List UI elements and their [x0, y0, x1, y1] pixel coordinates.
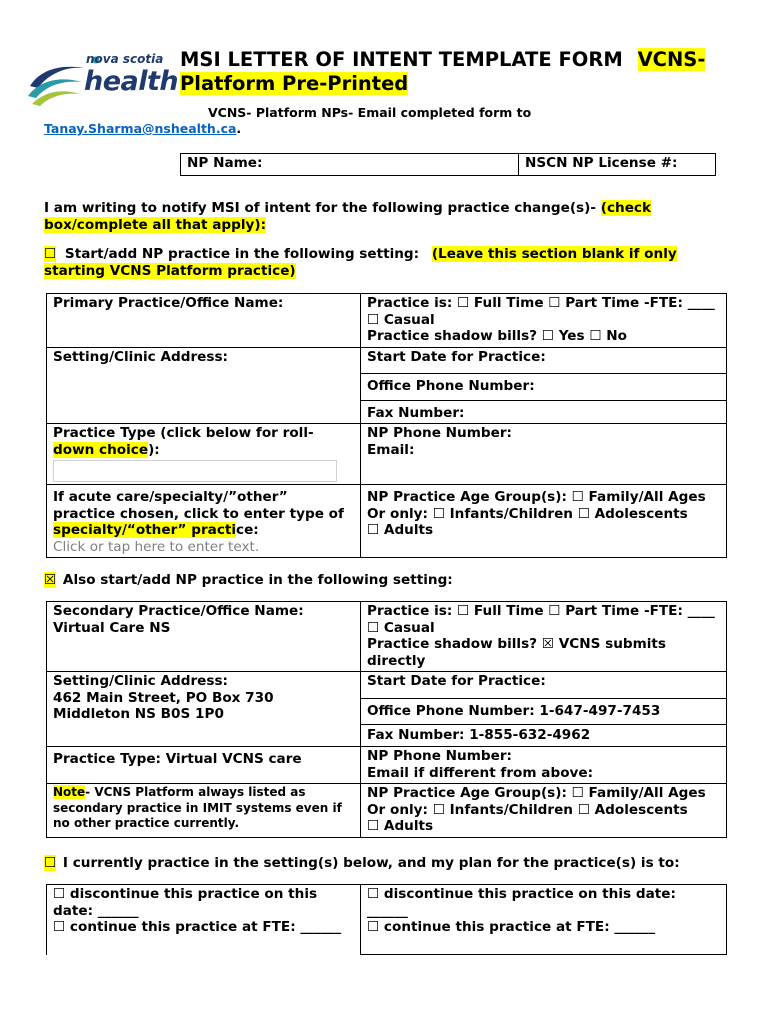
section2-text: Also start/add NP practice in the following setting:	[62, 572, 453, 588]
secondary-adults[interactable]: ☐ Adults	[367, 818, 434, 834]
primary-email-label: Email:	[367, 441, 415, 458]
secondary-office-phone-cell	[361, 699, 727, 725]
np-license-label: NSCN NP License #:	[525, 155, 678, 171]
section1-heading	[44, 246, 724, 280]
right-continue-option[interactable]: ☐ continue this practice at FTE: ______	[367, 919, 656, 935]
title-highlight-1: VCNS-	[637, 48, 706, 71]
secondary-note-cell	[47, 784, 361, 838]
email-after: .	[236, 121, 242, 136]
left-continue-option[interactable]: ☐ continue this practice at FTE: ______	[53, 919, 342, 935]
np-name-label: NP Name:	[187, 155, 263, 171]
primary-age-group-cell	[361, 485, 727, 558]
current-practice-left-cell	[47, 885, 361, 955]
nova-scotia-health-logo	[26, 52, 179, 108]
secondary-name-label: Secondary Practice/Office Name:	[53, 603, 304, 619]
section3-text: I currently practice in the setting(s) below, and my plan for the practice(s) is to:	[62, 855, 680, 871]
logo-line1: nova scotia	[86, 52, 164, 66]
email-link[interactable]: Tanay.Sharma@nshealth.ca	[44, 121, 237, 136]
primary-age-group[interactable]: NP Practice Age Group(s): ☐ Family/All Ages	[367, 489, 706, 505]
primary-practice-table	[46, 293, 727, 558]
email-line	[44, 121, 241, 136]
primary-fax-label: Fax Number:	[367, 404, 465, 421]
secondary-office-phone: Office Phone Number: 1-647-497-7453	[367, 703, 661, 719]
secondary-np-phone-cell[interactable]	[361, 747, 727, 784]
secondary-practice-is-cell	[361, 602, 727, 672]
current-practice-right-cell	[361, 885, 727, 955]
primary-practice-type-b: ):	[148, 441, 160, 458]
section1-highlight: (Leave this section blank if only starting VCNS Platform practice)	[44, 246, 677, 279]
np-name-cell[interactable]	[181, 154, 519, 176]
primary-acute-cell	[47, 485, 361, 558]
acute-text-a: If acute care/specialty/”other” practice chosen, click to enter type of	[53, 489, 344, 522]
secondary-practice-type-cell	[47, 747, 361, 784]
primary-address-label: Setting/Clinic Address:	[53, 348, 228, 365]
primary-office-phone-label: Office Phone Number:	[367, 377, 535, 394]
instruction-text: VCNS- Platform NPs- Email completed form to	[208, 105, 532, 120]
secondary-practice-table	[46, 601, 727, 838]
section2-heading	[44, 572, 453, 589]
primary-fax-cell[interactable]	[361, 400, 727, 424]
primary-office-phone-cell[interactable]	[361, 373, 727, 400]
intro-highlight: (check box/complete all that apply):	[44, 200, 652, 233]
secondary-fax-cell	[361, 725, 727, 747]
primary-practice-type-hl: down choice	[53, 441, 149, 458]
specialty-text-input[interactable]: Click or tap here to enter text.	[53, 538, 260, 555]
primary-start-date-cell[interactable]	[361, 347, 727, 373]
primary-address-cell[interactable]	[47, 347, 361, 424]
primary-name-cell[interactable]	[47, 294, 361, 348]
acute-text-hl: specialty/“other” practi	[53, 522, 237, 538]
secondary-age-group-cell	[361, 784, 727, 838]
primary-name-label: Primary Practice/Office Name:	[53, 295, 284, 311]
secondary-start-date-cell[interactable]	[361, 672, 727, 699]
secondary-np-phone-label: NP Phone Number:	[367, 748, 512, 764]
secondary-shadow-bills[interactable]: Practice shadow bills? ☒ VCNS submits directly	[367, 636, 667, 669]
note-text: - VCNS Platform always listed as secondary practice in IMIT systems even if no other practice currently.	[53, 785, 342, 830]
page-title	[180, 48, 740, 96]
section1-checkbox[interactable]: ☐	[44, 246, 57, 262]
title-highlight-2: Platform Pre-Printed	[180, 72, 409, 95]
secondary-address-line2: Middleton NS B0S 1P0	[53, 706, 224, 722]
acute-text-b: ce:	[236, 522, 259, 538]
primary-shadow-bills[interactable]: Practice shadow bills? ☐ Yes ☐ No	[367, 328, 627, 344]
secondary-address-label: Setting/Clinic Address:	[53, 673, 228, 689]
secondary-fax: Fax Number: 1-855-632-4962	[367, 727, 591, 743]
secondary-practice-type: Practice Type: Virtual VCNS care	[53, 751, 302, 767]
primary-np-phone-email-cell[interactable]	[361, 424, 727, 485]
left-discontinue-option[interactable]: ☐ discontinue this practice on this date: ______	[53, 886, 318, 919]
section2-checkbox[interactable]: ☒	[44, 572, 57, 588]
section3-checkbox[interactable]: ☐	[44, 855, 57, 871]
title-main: MSI LETTER OF INTENT TEMPLATE FORM	[180, 48, 623, 71]
primary-start-date-label: Start Date for Practice:	[367, 348, 546, 365]
secondary-email-diff-label: Email if different from above:	[367, 764, 594, 781]
primary-adults[interactable]: ☐ Adults	[367, 522, 434, 538]
primary-practice-type-a: Practice Type (click below for roll-	[53, 425, 314, 441]
current-practice-table	[46, 884, 727, 955]
section3-heading	[44, 855, 680, 872]
np-license-cell[interactable]	[519, 154, 716, 176]
practice-type-dropdown[interactable]	[53, 460, 337, 482]
secondary-or-only[interactable]: Or only: ☐ Infants/Children ☐ Adolescents	[367, 801, 688, 818]
right-discontinue-option[interactable]: ☐ discontinue this practice on this date: ______	[367, 886, 676, 919]
intro-text: I am writing to notify MSI of intent for the following practice change(s)-	[44, 200, 597, 216]
primary-np-phone-label: NP Phone Number:	[367, 425, 512, 441]
np-info-table	[180, 153, 716, 176]
secondary-practice-is[interactable]: Practice is: ☐ Full Time ☐ Part Time -FTE: ____ ☐ Casual	[367, 603, 715, 636]
secondary-name-value: Virtual Care NS	[53, 619, 171, 636]
intro-paragraph	[44, 200, 724, 234]
primary-practice-type-cell	[47, 424, 361, 485]
note-highlight: Note	[53, 785, 86, 799]
primary-practice-is[interactable]: Practice is: ☐ Full Time ☐ Part Time -FTE: ____ ☐ Casual	[367, 295, 715, 328]
secondary-address-line1: 462 Main Street, PO Box 730	[53, 689, 274, 706]
secondary-address-cell	[47, 672, 361, 747]
secondary-start-date-label: Start Date for Practice:	[367, 673, 546, 689]
primary-practice-is-cell	[361, 294, 727, 348]
section1-text: Start/add NP practice in the following setting:	[64, 246, 420, 262]
secondary-age-group[interactable]: NP Practice Age Group(s): ☐ Family/All Ages	[367, 785, 706, 801]
logo-line2: health	[84, 66, 179, 97]
primary-or-only[interactable]: Or only: ☐ Infants/Children ☐ Adolescents	[367, 505, 688, 522]
secondary-name-cell	[47, 602, 361, 672]
